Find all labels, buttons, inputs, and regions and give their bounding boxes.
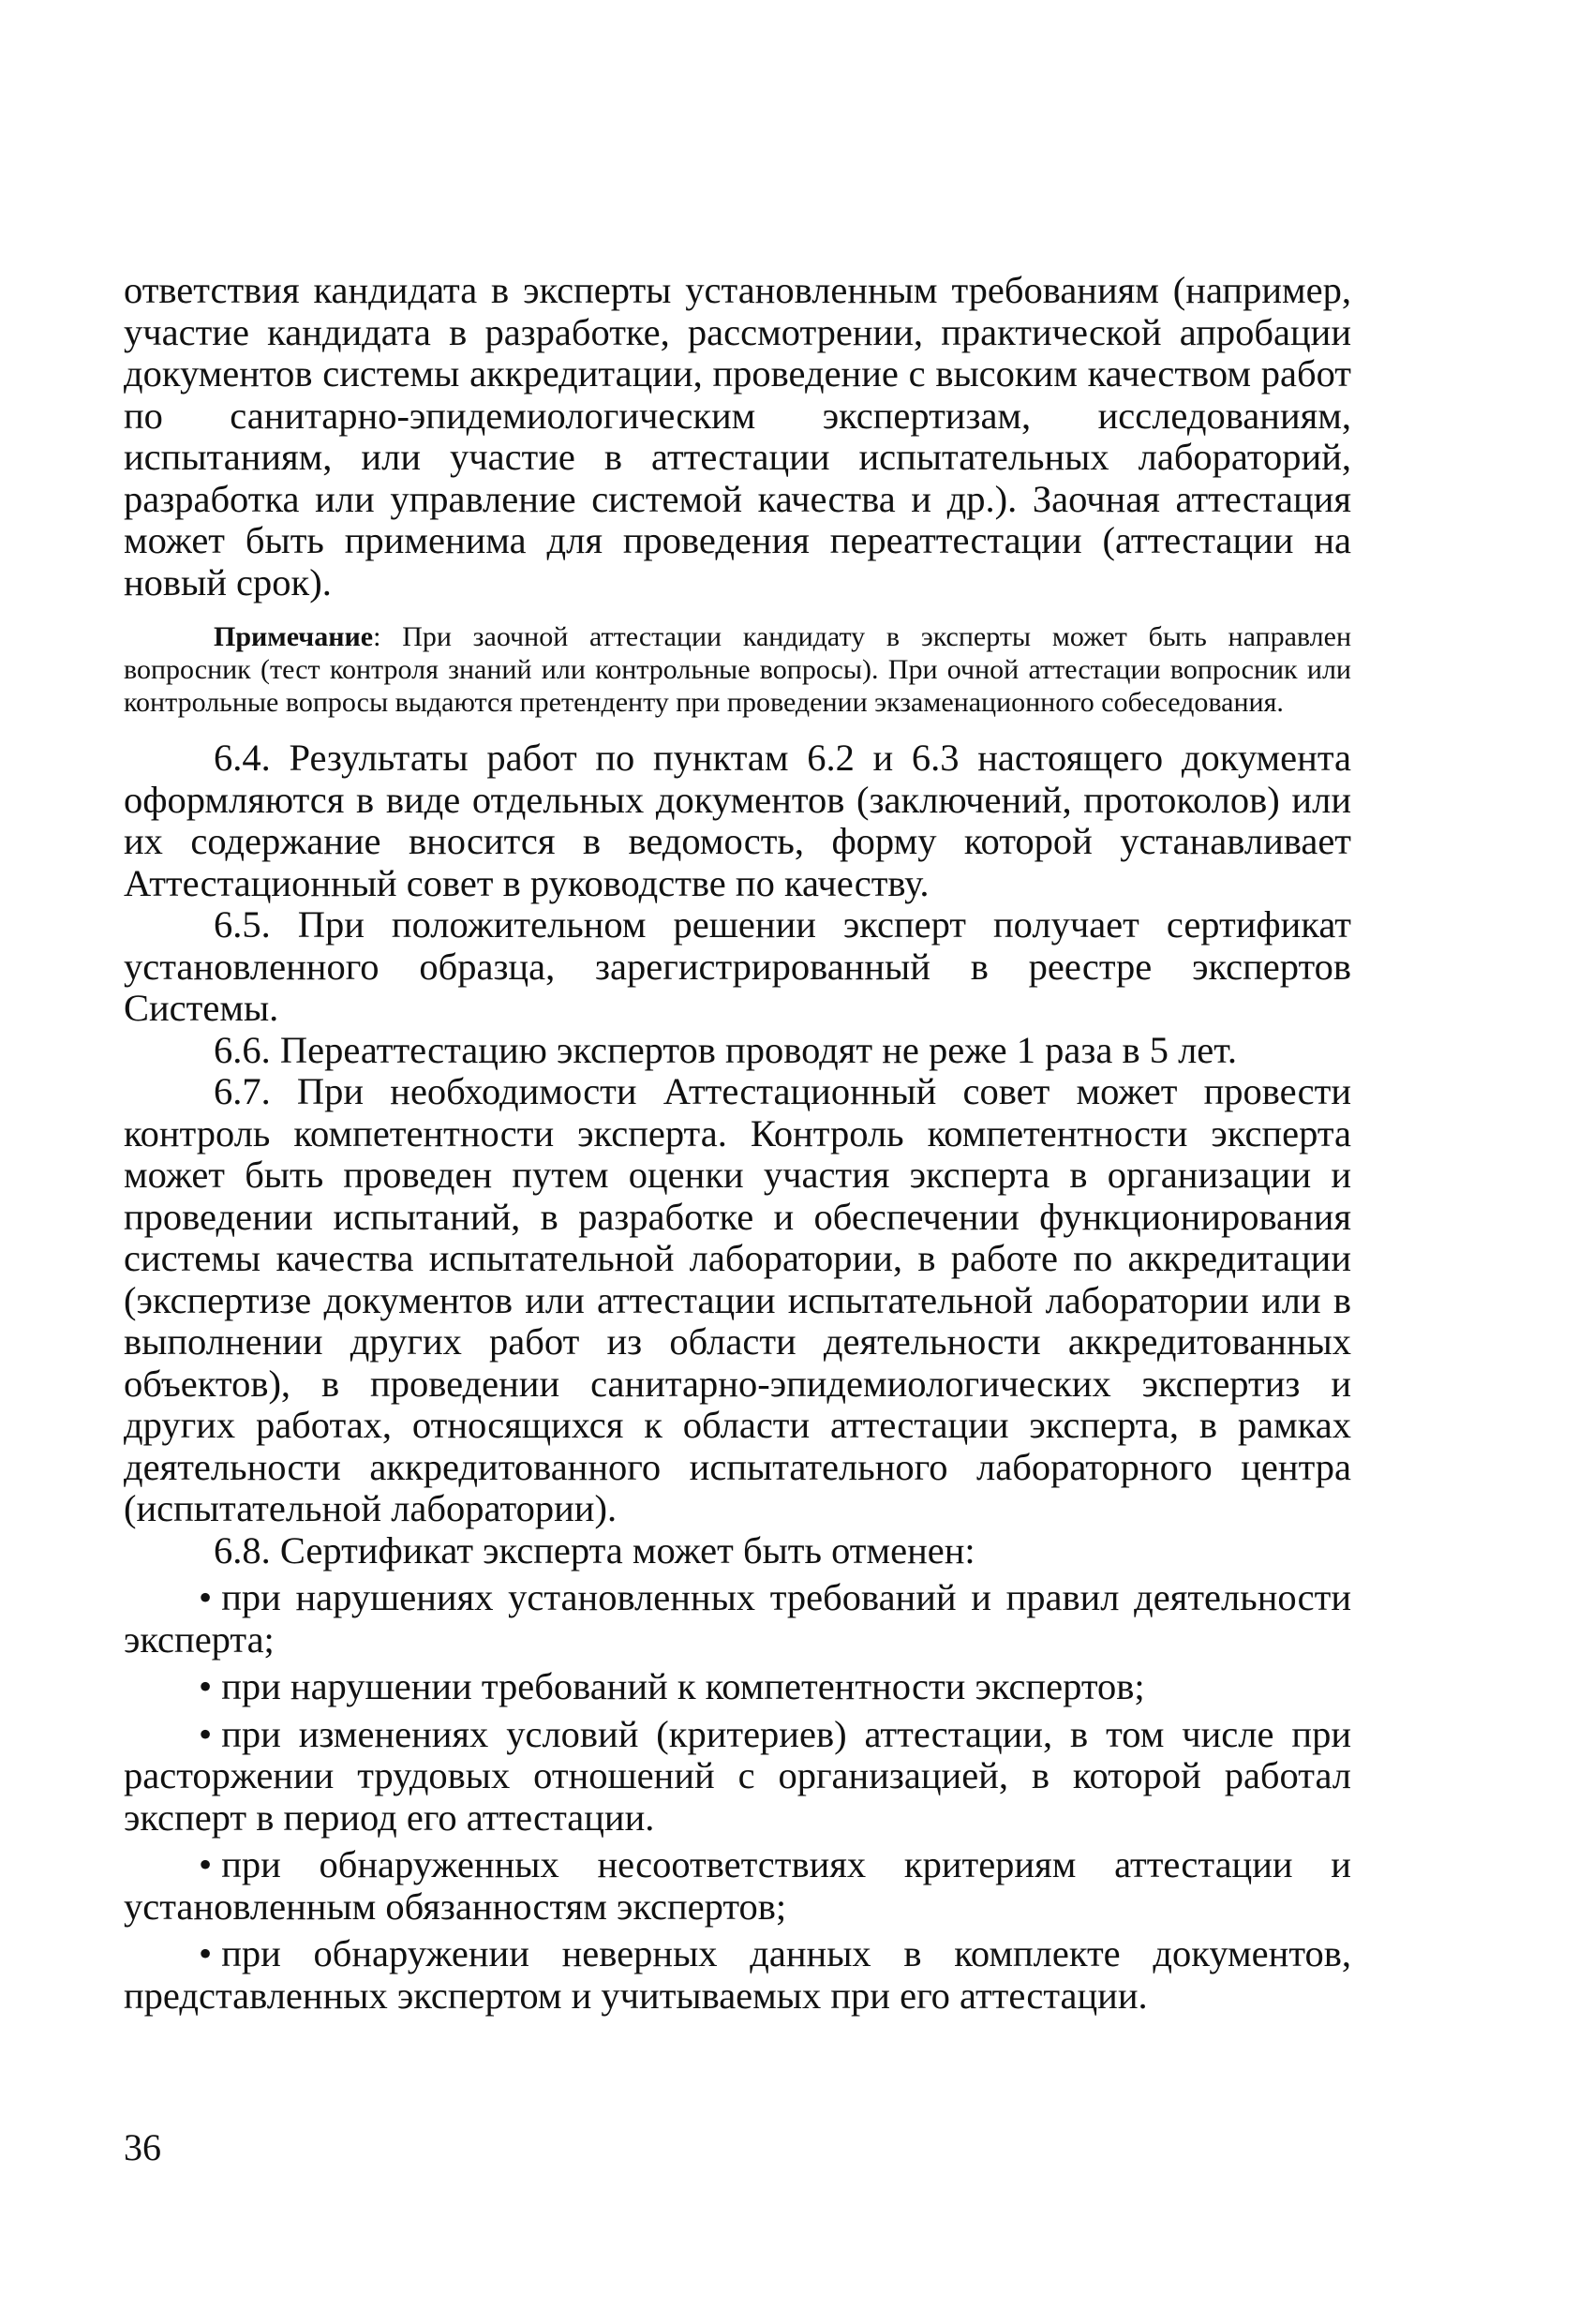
bullet-item: [124, 1714, 1351, 1840]
note-paragraph: [124, 620, 1351, 719]
bullet-item: [124, 1666, 1351, 1708]
bullet-icon: •: [199, 1932, 213, 1974]
page-number: 36: [124, 2126, 161, 2168]
paragraph-6-6: 6.6. Переаттестацию экспертов проводят не реже 1 раза в 5 лет.: [214, 1028, 1238, 1071]
bullet-item: [124, 1933, 1351, 2017]
note-label: Примечание: [214, 621, 374, 652]
bullet-icon: •: [199, 1665, 213, 1707]
document-body: [124, 270, 1351, 2017]
bullet-item: [124, 1844, 1351, 1928]
bullet-icon: •: [199, 1712, 213, 1755]
bullet-icon: •: [199, 1576, 213, 1618]
bullet-text: при нарушении требований к компетентности экспертов;: [221, 1665, 1145, 1707]
bullet-text: при изменениях условий (критериев) аттестации, в том числе при расторжении трудовых отношений с организацией, в которой работал эксперт в период его аттестации.: [124, 1712, 1351, 1839]
bullet-text: при нарушениях установленных требований и правил деятельности эксперта;: [124, 1576, 1351, 1661]
paragraph-6-8: 6.8. Сертификат эксперта может быть отменен:: [214, 1528, 975, 1572]
paragraph-6-5: 6.5. При положительном решении эксперт получает сертификат установленного образца, зарегистрированный в реестре экспертов Системы.: [124, 903, 1351, 1029]
intro-paragraph: ответствия кандидата в эксперты установленным требованиям (например, участие кандидата в разработке, рассмотрении, практической апробации документов системы аккредитации, проведение с высоким качеством работ по санитарно-эпидемиологическим экспертизам, исследованиям, испытаниям, или участие в аттестации испытательных лабораторий, разработка или управление системой качества и др.). Заочная аттестация может быть применима для проведения переаттестации (аттестации на новый срок).: [124, 269, 1351, 603]
bullet-icon: •: [199, 1843, 213, 1885]
bullet-text: при обнаруженных несоответствиях критериям аттестации и установленным обязанностям экспертов;: [124, 1843, 1351, 1928]
paragraph-6-4: 6.4. Результаты работ по пунктам 6.2 и 6.3 настоящего документа оформляются в виде отдельных документов (заключений, протоколов) или их содержание вносится в ведомость, форму которой устанавливает Аттестационный совет в руководстве по качеству.: [124, 737, 1351, 904]
note-text: : При заочной аттестации кандидату в эксперты может быть направлен вопросник (тест контроля знаний или контрольные вопросы). При очной аттестации вопросник или контрольные вопросы выдаются претенденту при проведении экзаменационного собеседования.: [124, 621, 1351, 718]
bullet-item: [124, 1577, 1351, 1661]
bullet-text: при обнаружении неверных данных в комплекте документов, представленных экспертом и учитываемых при его аттестации.: [124, 1932, 1351, 2017]
paragraph-6-7: 6.7. При необходимости Аттестационный совет может провести контроль компетентности эксперта. Контроль компетентности эксперта может быть проведен путем оценки участия эксперта в организации и проведении испытаний, в разработке и обеспечении функционирования системы качества испытательной лаборатории, в работе по аккредитации (экспертизе документов или аттестации испытательной лаборатории или в выполнении других работ из области деятельности аккредитованных объектов), в проведении санитарно-эпидемиологических экспертиз и других работах, относящихся к области аттестации эксперта, в рамках деятельности аккредитованного испытательного лабораторного центра (испытательной лаборатории).: [124, 1070, 1351, 1529]
